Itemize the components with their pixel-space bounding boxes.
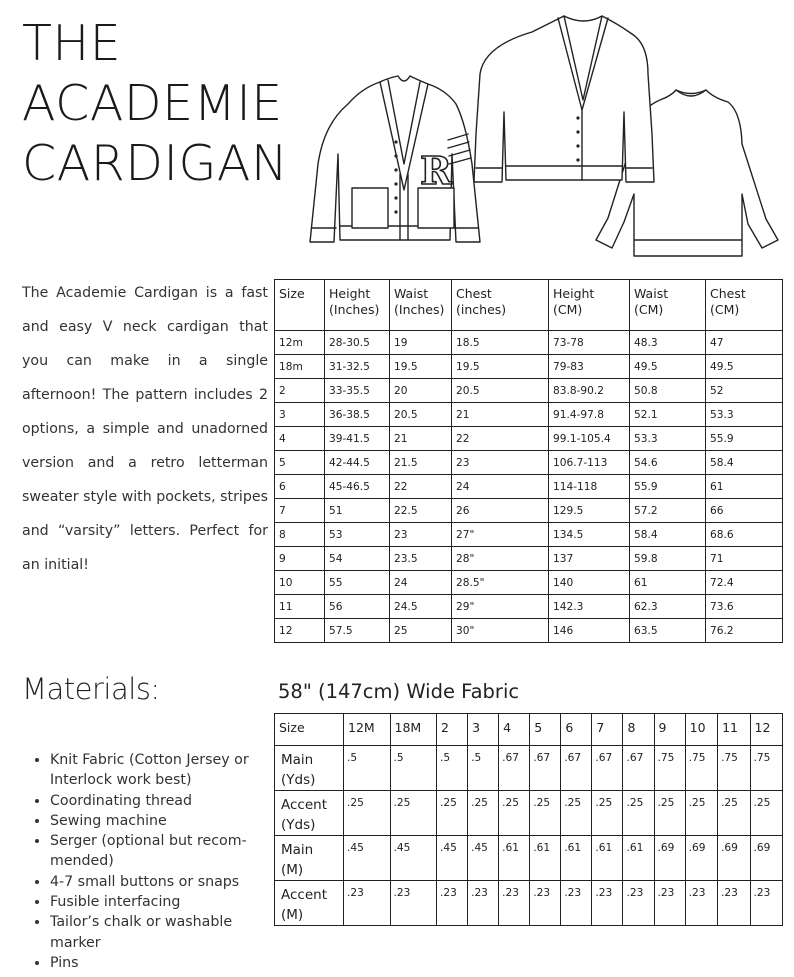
size-chart-cell: 83.8-90.2	[549, 379, 630, 403]
size-chart-cell: 99.1-105.4	[549, 427, 630, 451]
materials-list-item: • Tailor’s chalk or washable marker	[50, 912, 272, 953]
yardage-cell: .25	[623, 791, 654, 836]
size-chart-cell: 21	[452, 403, 549, 427]
size-chart-cell: 106.7-113	[549, 451, 630, 475]
yardage-cell: .25	[750, 791, 783, 836]
yardage-cell: .23	[530, 881, 561, 926]
yardage-header: 10	[685, 714, 717, 746]
size-chart-header: Waist (Inches)	[390, 280, 452, 331]
yardage-cell: .25	[530, 791, 561, 836]
size-chart-cell: 53	[325, 523, 390, 547]
materials-list-item: • Serger (optional but recom- mended)	[50, 831, 272, 872]
yardage-header: 2	[437, 714, 468, 746]
size-chart-cell: 7	[275, 499, 325, 523]
yardage-header: 8	[623, 714, 654, 746]
yardage-row	[275, 881, 783, 926]
size-chart-cell: 21	[390, 427, 452, 451]
letterman-cardigan-icon	[310, 76, 480, 242]
size-chart-cell: 134.5	[549, 523, 630, 547]
yardage-cell: .25	[344, 791, 391, 836]
size-chart-header: Height (Inches)	[325, 280, 390, 331]
size-chart-row	[275, 355, 783, 379]
size-chart-cell: 140	[549, 571, 630, 595]
size-chart-cell: 20	[390, 379, 452, 403]
yardage-header: 12M	[344, 714, 391, 746]
size-chart-cell: 12	[275, 619, 325, 643]
size-chart-cell: 3	[275, 403, 325, 427]
yardage-header-row	[275, 714, 783, 746]
size-chart-cell: 5	[275, 451, 325, 475]
size-chart-row	[275, 523, 783, 547]
yardage-cell: .61	[592, 836, 623, 881]
yardage-cell: .61	[623, 836, 654, 881]
size-chart-cell: 62.3	[630, 595, 706, 619]
size-chart-cell: 52.1	[630, 403, 706, 427]
materials-list-item: • Sewing machine	[50, 811, 272, 831]
page-title	[22, 14, 288, 194]
yardage-header: 5	[530, 714, 561, 746]
yardage-cell: .23	[561, 881, 592, 926]
yardage-row	[275, 836, 783, 881]
yardage-cell: .23	[499, 881, 530, 926]
size-chart-header: Height (CM)	[549, 280, 630, 331]
size-chart-cell: 142.3	[549, 595, 630, 619]
size-chart-cell: 137	[549, 547, 630, 571]
yardage-row-label: Main (M)	[275, 836, 344, 881]
size-chart-cell: 91.4-97.8	[549, 403, 630, 427]
yardage-header: 12	[750, 714, 783, 746]
size-chart-row	[275, 475, 783, 499]
size-chart-cell: 11	[275, 595, 325, 619]
materials-list-item: • Fusible interfacing	[50, 892, 272, 912]
yardage-header: 11	[718, 714, 750, 746]
size-chart-cell: 48.3	[630, 331, 706, 355]
size-chart-cell: 12m	[275, 331, 325, 355]
size-chart-cell: 31-32.5	[325, 355, 390, 379]
yardage-cell: .75	[685, 746, 717, 791]
size-chart-cell: 53.3	[706, 403, 783, 427]
size-chart-header: Size	[275, 280, 325, 331]
size-chart-cell: 50.8	[630, 379, 706, 403]
size-chart-cell: 68.6	[706, 523, 783, 547]
materials-list-item: • Knit Fabric (Cotton Jersey or Interlock work best)	[50, 750, 272, 791]
size-chart-row	[275, 403, 783, 427]
yardage-cell: .23	[344, 881, 391, 926]
size-chart-cell: 55.9	[630, 475, 706, 499]
yardage-row-label: Accent (M)	[275, 881, 344, 926]
yardage-header: Size	[275, 714, 344, 746]
size-chart-cell: 59.8	[630, 547, 706, 571]
yardage-cell: .25	[685, 791, 717, 836]
size-chart-cell: 18m	[275, 355, 325, 379]
yardage-cell: .23	[685, 881, 717, 926]
materials-list-item: • Pins	[50, 953, 272, 973]
size-chart-cell: 28"	[452, 547, 549, 571]
yardage-cell: .5	[468, 746, 499, 791]
yardage-cell: .69	[718, 836, 750, 881]
size-chart-row	[275, 379, 783, 403]
size-chart-cell: 57.5	[325, 619, 390, 643]
yardage-cell: .75	[654, 746, 685, 791]
size-chart-cell: 61	[706, 475, 783, 499]
size-chart-cell: 20.5	[452, 379, 549, 403]
size-chart-cell: 57.2	[630, 499, 706, 523]
yardage-header: 9	[654, 714, 685, 746]
yardage-header: 4	[499, 714, 530, 746]
yardage-row	[275, 746, 783, 791]
size-chart-cell: 51	[325, 499, 390, 523]
size-chart-cell: 36-38.5	[325, 403, 390, 427]
size-chart-header-row	[275, 280, 783, 331]
yardage-header: 6	[561, 714, 592, 746]
size-chart-cell: 6	[275, 475, 325, 499]
size-chart-cell: 24	[452, 475, 549, 499]
yardage-cell: .23	[654, 881, 685, 926]
materials-list-item: • 4-7 small buttons or snaps	[50, 872, 272, 892]
title-line-3: CARDIGAN	[22, 135, 289, 192]
size-chart-cell: 19.5	[452, 355, 549, 379]
materials-list	[22, 750, 272, 973]
size-chart-header: Waist (CM)	[630, 280, 706, 331]
yardage-cell: .25	[654, 791, 685, 836]
size-chart-cell: 146	[549, 619, 630, 643]
yardage-cell: .67	[499, 746, 530, 791]
cardigan-illustrations	[296, 4, 782, 272]
size-chart-cell: 39-41.5	[325, 427, 390, 451]
size-chart-cell: 19.5	[390, 355, 452, 379]
yardage-cell: .25	[437, 791, 468, 836]
size-chart-cell: 56	[325, 595, 390, 619]
size-chart-cell: 24.5	[390, 595, 452, 619]
yardage-cell: .75	[718, 746, 750, 791]
size-chart-cell: 26	[452, 499, 549, 523]
size-chart-row	[275, 331, 783, 355]
size-chart-cell: 2	[275, 379, 325, 403]
yardage-cell: .69	[654, 836, 685, 881]
size-chart-cell: 114-118	[549, 475, 630, 499]
size-chart-cell: 33-35.5	[325, 379, 390, 403]
yardage-cell: .23	[750, 881, 783, 926]
yardage-cell: .5	[344, 746, 391, 791]
yardage-cell: .25	[592, 791, 623, 836]
yardage-cell: .61	[530, 836, 561, 881]
size-chart-cell: 76.2	[706, 619, 783, 643]
yardage-row	[275, 791, 783, 836]
size-chart-cell: 20.5	[390, 403, 452, 427]
yardage-cell: .75	[750, 746, 783, 791]
yardage-cell: .25	[468, 791, 499, 836]
size-chart-cell: 9	[275, 547, 325, 571]
size-chart-cell: 42-44.5	[325, 451, 390, 475]
size-chart-cell: 22	[452, 427, 549, 451]
size-chart-cell: 71	[706, 547, 783, 571]
size-chart-cell: 30"	[452, 619, 549, 643]
size-chart-cell: 61	[630, 571, 706, 595]
yardage-cell: .45	[437, 836, 468, 881]
size-chart-cell: 23	[390, 523, 452, 547]
yardage-cell: .23	[468, 881, 499, 926]
size-chart-cell: 66	[706, 499, 783, 523]
size-chart-cell: 73-78	[549, 331, 630, 355]
size-chart-cell: 23	[452, 451, 549, 475]
yardage-header: 18M	[390, 714, 437, 746]
size-chart-cell: 24	[390, 571, 452, 595]
size-chart-cell: 55.9	[706, 427, 783, 451]
size-chart-table	[274, 279, 783, 643]
size-chart-cell: 29"	[452, 595, 549, 619]
size-chart-header: Chest (CM)	[706, 280, 783, 331]
yardage-cell: .25	[390, 791, 437, 836]
yardage-cell: .25	[718, 791, 750, 836]
yardage-row-label: Main (Yds)	[275, 746, 344, 791]
yardage-cell: .45	[468, 836, 499, 881]
size-chart-cell: 47	[706, 331, 783, 355]
yardage-cell: .67	[561, 746, 592, 791]
size-chart-cell: 52	[706, 379, 783, 403]
plain-cardigan-front-icon	[474, 16, 654, 182]
yardage-cell: .61	[499, 836, 530, 881]
size-chart-cell: 8	[275, 523, 325, 547]
size-chart-header: Chest (inches)	[452, 280, 549, 331]
yardage-cell: .67	[592, 746, 623, 791]
yardage-row-label: Accent (Yds)	[275, 791, 344, 836]
size-chart-cell: 22	[390, 475, 452, 499]
size-chart-row	[275, 571, 783, 595]
yardage-cell: .23	[718, 881, 750, 926]
size-chart-cell: 79-83	[549, 355, 630, 379]
size-chart-cell: 19	[390, 331, 452, 355]
size-chart-cell: 55	[325, 571, 390, 595]
size-chart-cell: 49.5	[630, 355, 706, 379]
size-chart-cell: 49.5	[706, 355, 783, 379]
yardage-cell: .61	[561, 836, 592, 881]
size-chart-cell: 25	[390, 619, 452, 643]
yardage-cell: .69	[750, 836, 783, 881]
yardage-cell: .45	[390, 836, 437, 881]
yardage-header: 3	[468, 714, 499, 746]
yardage-table	[274, 713, 783, 926]
size-chart-cell: 22.5	[390, 499, 452, 523]
yardage-cell: .69	[685, 836, 717, 881]
yardage-cell: .67	[530, 746, 561, 791]
size-chart-cell: 23.5	[390, 547, 452, 571]
size-chart-cell: 58.4	[706, 451, 783, 475]
yardage-cell: .25	[499, 791, 530, 836]
size-chart-cell: 10	[275, 571, 325, 595]
yardage-header: 7	[592, 714, 623, 746]
materials-list-item: • Coordinating thread	[50, 791, 272, 811]
pattern-description: The Academie Cardigan is a fast and easy V neck cardigan that you can make in a single afternoon! The pattern includes 2 options, a simple and unadorned version and a retro letterman sweater style with pockets, stripes and “varsity” letters. Perfect for an initial!	[22, 285, 268, 573]
yardage-cell: .67	[623, 746, 654, 791]
size-chart-row	[275, 547, 783, 571]
title-line-1: THE	[22, 15, 122, 72]
size-chart-row	[275, 595, 783, 619]
fabric-width-heading: 58" (147cm) Wide Fabric	[278, 680, 520, 703]
yardage-cell: .5	[390, 746, 437, 791]
size-chart-cell: 54.6	[630, 451, 706, 475]
yardage-cell: .45	[344, 836, 391, 881]
size-chart-cell: 4	[275, 427, 325, 451]
size-chart-cell: 54	[325, 547, 390, 571]
size-chart-cell: 28-30.5	[325, 331, 390, 355]
size-chart-row	[275, 499, 783, 523]
varsity-letter: R	[420, 148, 452, 193]
materials-heading: Materials:	[22, 672, 160, 706]
yardage-cell: .23	[623, 881, 654, 926]
size-chart-cell: 21.5	[390, 451, 452, 475]
size-chart-cell: 73.6	[706, 595, 783, 619]
size-chart-cell: 72.4	[706, 571, 783, 595]
size-chart-row	[275, 451, 783, 475]
size-chart-cell: 63.5	[630, 619, 706, 643]
size-chart-cell: 129.5	[549, 499, 630, 523]
title-line-2: ACADEMIE	[22, 75, 283, 132]
yardage-cell: .23	[437, 881, 468, 926]
size-chart-cell: 45-46.5	[325, 475, 390, 499]
size-chart-cell: 28.5"	[452, 571, 549, 595]
size-chart-cell: 18.5	[452, 331, 549, 355]
size-chart-row	[275, 427, 783, 451]
size-chart-cell: 27"	[452, 523, 549, 547]
size-chart-cell: 53.3	[630, 427, 706, 451]
yardage-cell: .5	[437, 746, 468, 791]
size-chart-row	[275, 619, 783, 643]
yardage-cell: .23	[390, 881, 437, 926]
size-chart-cell: 58.4	[630, 523, 706, 547]
yardage-cell: .23	[592, 881, 623, 926]
yardage-cell: .25	[561, 791, 592, 836]
